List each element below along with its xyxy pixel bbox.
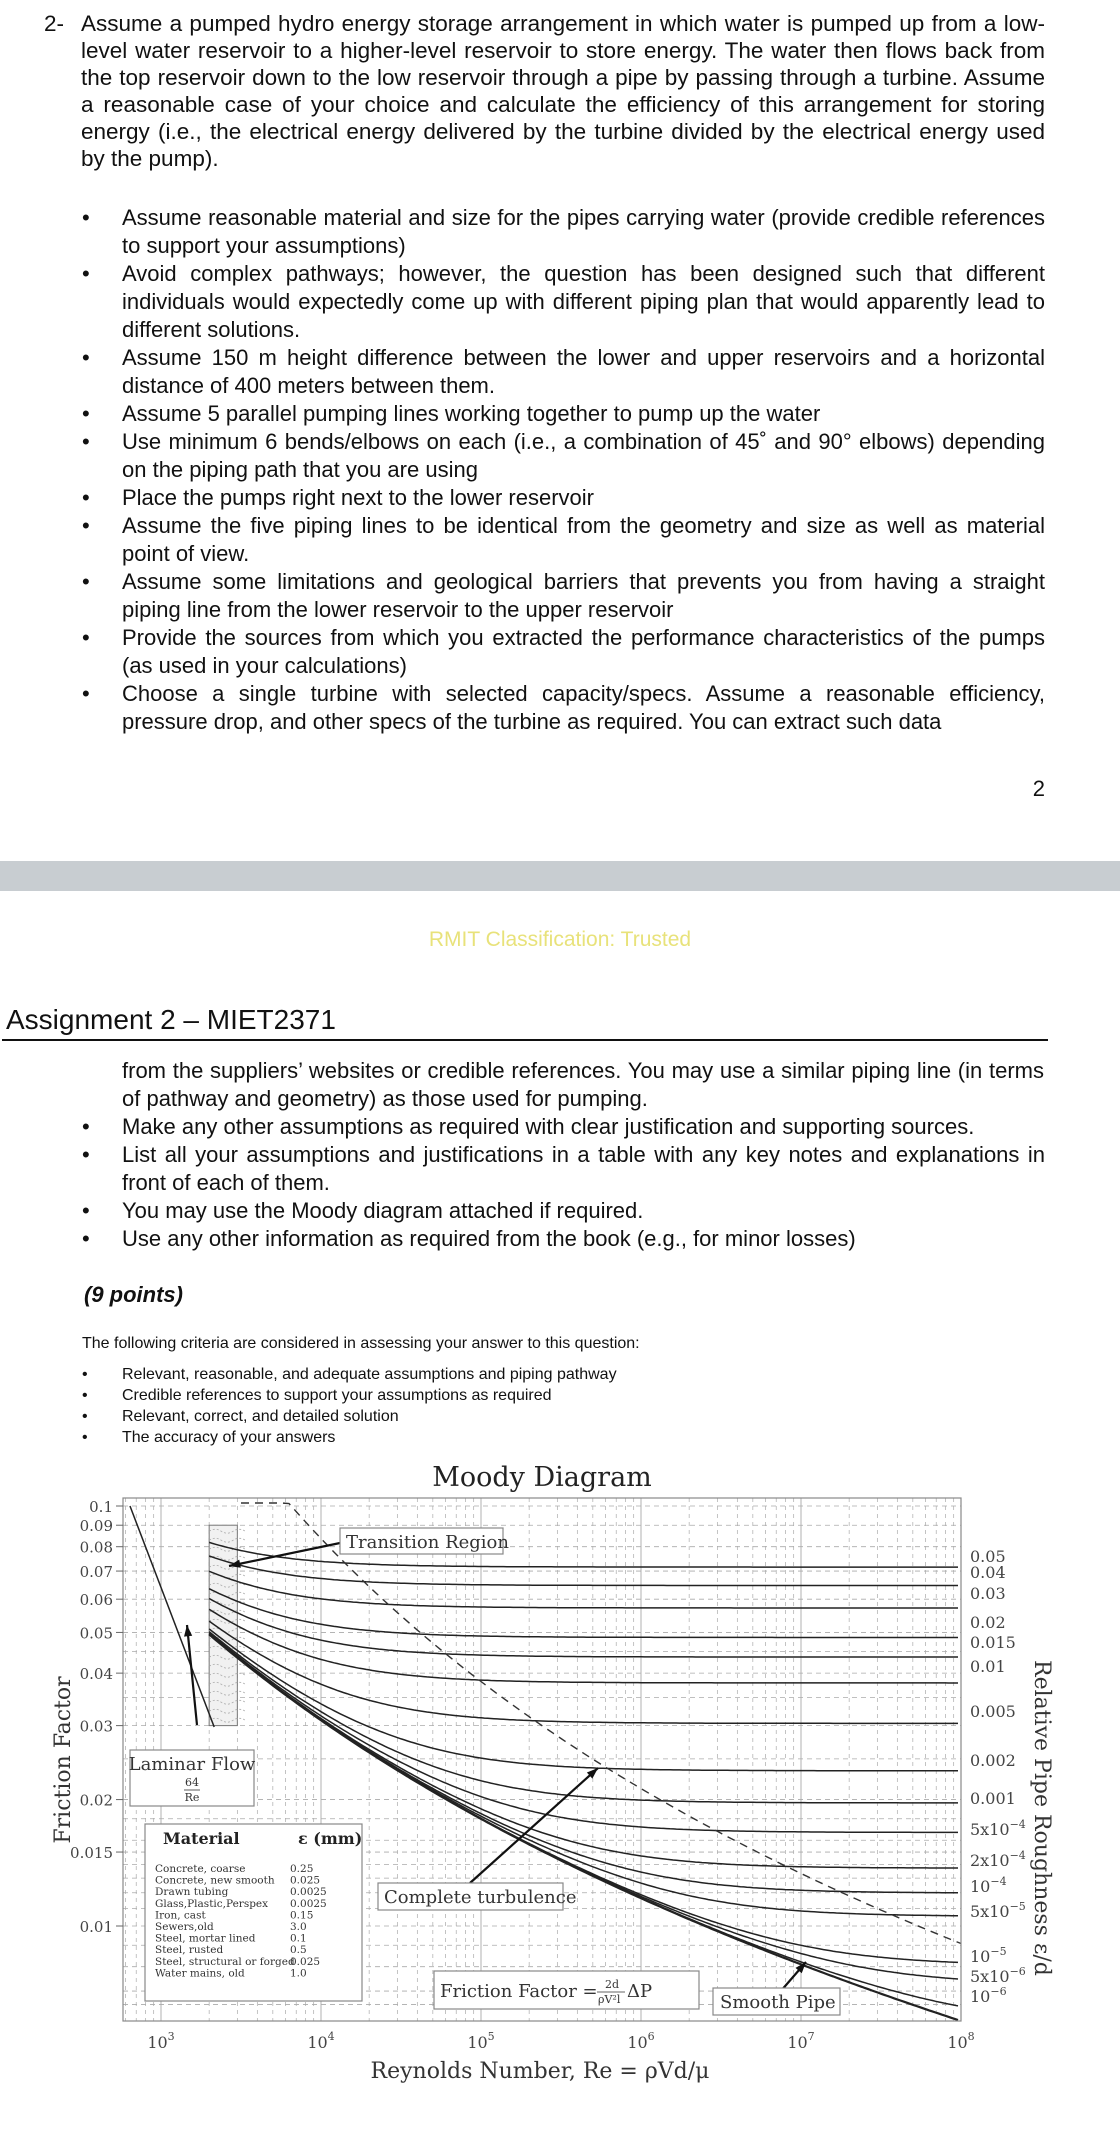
roughness-label: 0.002 <box>970 1751 1016 1770</box>
right-axis-title: Relative Pipe Roughness ε/d <box>1029 1660 1054 1976</box>
list-item: • Relevant, correct, and detailed solution <box>82 1406 782 1427</box>
list-item: • Assume 5 parallel pumping lines working together to pump up the water <box>82 400 1045 428</box>
svg-text:Laminar Flow: Laminar Flow <box>128 1754 256 1775</box>
material-roughness: 1.0 <box>290 1967 307 1980</box>
page-number: 2 <box>1032 776 1045 801</box>
list-item: • Make any other assumptions as required with clear justification and supporting sources. <box>82 1113 1045 1141</box>
complete-turbulence-label <box>378 1883 577 1910</box>
smooth-pipe-label <box>713 1988 840 2015</box>
list-item: • Place the pumps right next to the lower reservoir <box>82 484 1045 512</box>
x-axis-title: Reynolds Number, Re = ρVd/μ <box>370 2059 710 2084</box>
list-item: • Use minimum 6 bends/elbows on each (i.e., a combination of 45˚ and 90° elbows) depending on the piping path that you are using <box>82 428 1045 484</box>
material-roughness: 3.0 <box>290 1921 307 1933</box>
svg-text:Complete turbulence: Complete turbulence <box>384 1887 577 1908</box>
y-tick-label: 0.09 <box>79 1517 113 1536</box>
y-tick-label: 0.01 <box>79 1918 113 1936</box>
x-tick-label: $10^5$ <box>467 2030 495 2052</box>
roughness-label: $10^{-6}$ <box>970 1985 1007 2006</box>
y-tick-label: 0.03 <box>79 1717 113 1736</box>
criteria-intro: The following criteria are considered in assessing your answer to this question: <box>82 1335 640 1352</box>
svg-text:ΔP: ΔP <box>627 1981 653 2002</box>
roughness-label: $2x10^{-4}$ <box>970 1849 1026 1870</box>
list-item: • The accuracy of your answers <box>82 1427 782 1448</box>
classification-label: RMIT Classification: Trusted <box>428 928 692 951</box>
y-axis-title: Friction Factor <box>51 1676 76 1844</box>
list-item: • Assume some limitations and geological barriers that prevents you from having a straight piping line from the lower reservoir to the upper reservoir <box>82 568 1045 624</box>
svg-text:ρV²l: ρV²l <box>598 1993 621 2006</box>
roughness-label: $10^{-4}$ <box>970 1875 1007 1896</box>
transition-region-box <box>209 1525 237 1725</box>
x-tick-label: $10^8$ <box>947 2030 975 2052</box>
roughness-label: 0.01 <box>970 1657 1006 1676</box>
roughness-label: 0.005 <box>970 1702 1016 1721</box>
roughness-label: 0.03 <box>970 1584 1006 1603</box>
points-label: (9 points) <box>84 1282 183 1307</box>
roughness-label: $5x10^{-6}$ <box>970 1965 1026 1986</box>
material-roughness: 0.5 <box>290 1944 307 1957</box>
svg-text:64: 64 <box>185 1776 199 1789</box>
svg-text:Re: Re <box>184 1791 200 1804</box>
list-item: • List all your assumptions and justifications in a table with any key notes and explanations in front of each of them. <box>82 1141 1045 1197</box>
material-name: Steel, mortar lined <box>155 1932 256 1945</box>
material-roughness: 0.1 <box>290 1932 307 1945</box>
list-item: • Use any other information as required from the book (e.g., for minor losses) <box>82 1225 1045 1253</box>
svg-text:Transition Region: Transition Region <box>346 1532 509 1553</box>
roughness-label: 0.05 <box>970 1547 1006 1566</box>
y-tick-label: 0.05 <box>79 1624 113 1643</box>
roughness-label: $5x10^{-5}$ <box>970 1900 1026 1921</box>
material-name: Water mains, old <box>155 1967 245 1980</box>
roughness-curve <box>209 1629 958 1771</box>
list-item: • Relevant, reasonable, and adequate assumptions and piping pathway <box>82 1364 782 1385</box>
roughness-curve <box>209 1571 958 1608</box>
roughness-header: ε (mm) <box>298 1829 363 1848</box>
page-header-title: Assignment 2 – MIET2371 <box>6 1004 336 1035</box>
x-tick-label: $10^3$ <box>147 2030 175 2052</box>
list-item: • Choose a single turbine with selected capacity/specs. Assume a reasonable efficiency, pressure drop, and other specs of the turbine as required. You can extract such data <box>82 680 1045 736</box>
list-item: • Provide the sources from which you extracted the performance characteristics of the pumps (as used in your calculations) <box>82 624 1045 680</box>
roughness-label: $10^{-5}$ <box>970 1945 1007 1966</box>
question-number: 2- <box>44 11 65 36</box>
svg-text:Smooth Pipe: Smooth Pipe <box>720 1992 836 2013</box>
y-tick-label: 0.07 <box>79 1563 113 1582</box>
question-text: Assume a pumped hydro energy storage arrangement in which water is pumped up from a low-level water reservoir to a higher-level reservoir to store energy. The water then flows back from the top reservoir down to the low reservoir through a pipe by passing through a turbine. Assume a reasonable case of your choice and calculate the efficiency of this arrangement for storing energy (i.e., the electrical energy delivered by the turbine divided by the electrical energy used by the pump). <box>81 11 1045 171</box>
list-item: • You may use the Moody diagram attached if required. <box>82 1197 1045 1225</box>
x-tick-label: $10^7$ <box>787 2030 815 2052</box>
material-roughness: 0.15 <box>290 1909 314 1922</box>
material-name: Glass,Plastic,Perspex <box>155 1897 269 1910</box>
y-tick-label: 0.02 <box>79 1791 113 1810</box>
roughness-label: 0.02 <box>970 1613 1006 1632</box>
material-name: Concrete, coarse <box>155 1863 246 1875</box>
material-name: Drawn tubing <box>155 1886 229 1899</box>
material-name: Concrete, new smooth <box>155 1874 275 1887</box>
material-roughness: 0.25 <box>290 1863 314 1875</box>
material-roughness: 0.0025 <box>290 1897 327 1910</box>
friction-factor-formula <box>434 1971 699 2009</box>
transition-arrow <box>229 1543 340 1566</box>
laminar-flow-line <box>130 1506 214 1727</box>
svg-text:Friction Factor =: Friction Factor = <box>440 1981 598 2002</box>
y-tick-label: 0.015 <box>70 1844 113 1863</box>
roughness-label: 0.04 <box>970 1563 1006 1582</box>
material-roughness: 0.025 <box>290 1955 321 1968</box>
roughness-label: 0.001 <box>970 1789 1016 1808</box>
list-item: • Assume 150 m height difference between the lower and upper reservoirs and a horizontal distance of 400 meters between them. <box>82 344 1045 400</box>
continuation-text: from the suppliers’ websites or credible references. You may use a similar piping line (in terms of pathway and geometry) as those used for pumping. <box>122 1058 1044 1111</box>
laminar-arrow <box>187 1625 197 1725</box>
material-header: Material <box>163 1829 240 1848</box>
material-roughness: 0.0025 <box>290 1886 327 1899</box>
y-tick-label: 0.1 <box>89 1498 113 1516</box>
list-item: • Credible references to support your assumptions as required <box>82 1385 782 1406</box>
y-tick-label: 0.06 <box>79 1591 113 1610</box>
transition-region-label <box>340 1528 509 1554</box>
x-tick-label: $10^4$ <box>307 2030 335 2052</box>
roughness-label: $5x10^{-4}$ <box>970 1818 1026 1839</box>
laminar-flow-label <box>129 1750 256 1806</box>
complete-turbulence-arrow <box>470 1768 598 1883</box>
y-tick-label: 0.04 <box>79 1665 113 1684</box>
material-name: Iron, cast <box>155 1909 206 1922</box>
material-roughness: 0.025 <box>290 1874 321 1887</box>
roughness-curve <box>209 1589 958 1638</box>
svg-text:2d: 2d <box>605 1978 620 1991</box>
list-item: • Assume reasonable material and size for the pipes carrying water (provide credible references to support your assumptions) <box>82 204 1045 260</box>
x-tick-label: $10^6$ <box>627 2030 655 2052</box>
list-item: • Avoid complex pathways; however, the question has been designed such that different individuals would expectedly come up with different piping plan that would apparently lead to different solutions. <box>82 260 1045 344</box>
list-item: • Assume the five piping lines to be identical from the geometry and size as well as material point of view. <box>82 512 1045 568</box>
roughness-curve <box>209 1609 958 1683</box>
material-name: Sewers,old <box>155 1921 214 1933</box>
chart-title: Moody Diagram <box>432 1462 652 1493</box>
roughness-label: 0.015 <box>970 1633 1016 1652</box>
material-table <box>145 1824 362 2001</box>
material-name: Steel, rusted <box>155 1944 224 1957</box>
y-tick-label: 0.08 <box>79 1538 113 1557</box>
material-name: Steel, structural or forged <box>155 1955 295 1968</box>
